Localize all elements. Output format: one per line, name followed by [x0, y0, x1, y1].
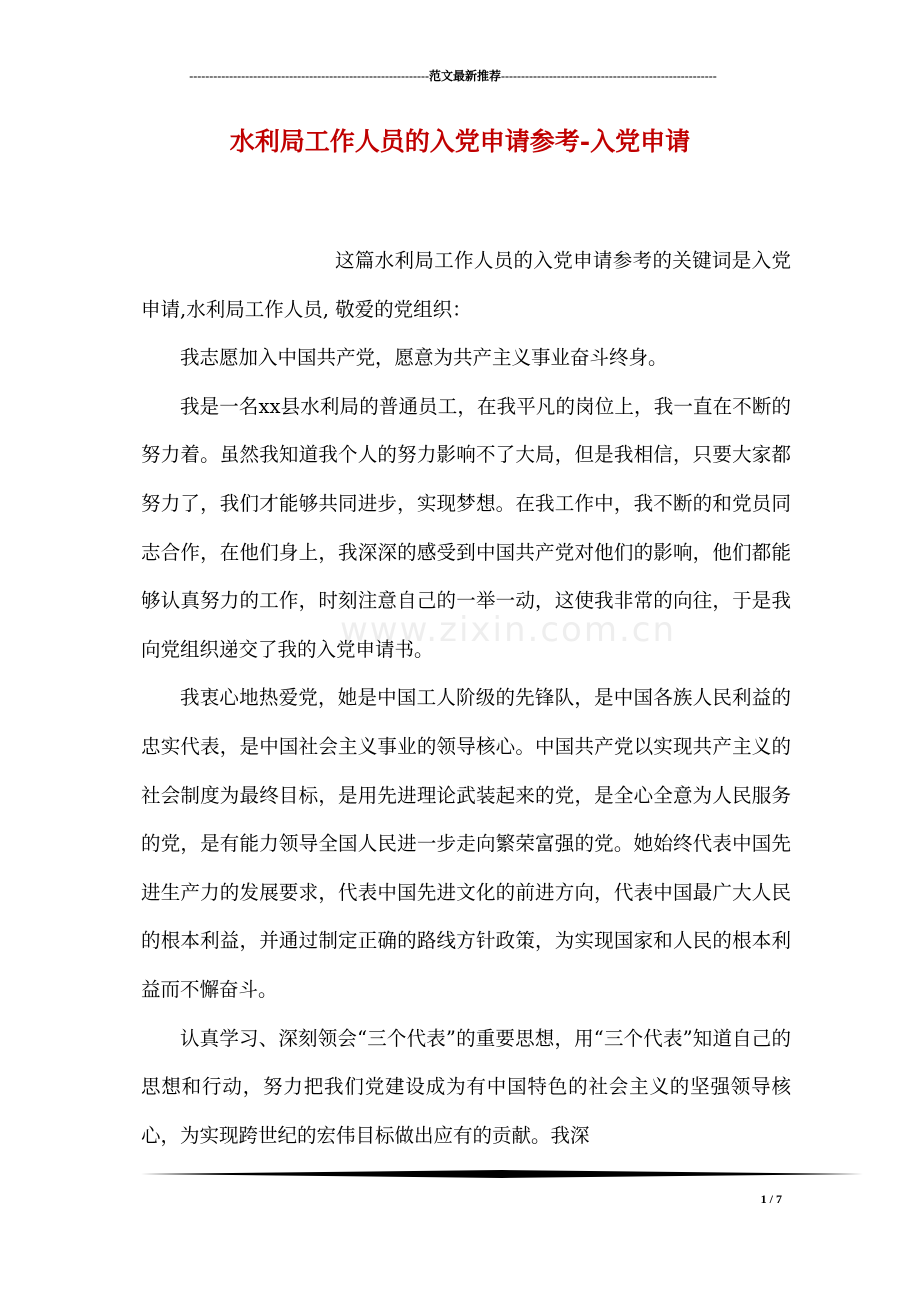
paragraph: 我衷心地热爱党，她是中国工人阶级的先锋队，是中国各族人民利益的忠实代表，是中国社会主义事业的领导核心。中国共产党以实现共产主义的社会制度为最终目标，是用先进理论武装起来的党，是全心全意为人民服务的党，是有能力领导全国人民进一步走向繁荣富强的党。她始终代表中国先进生产力的发展要求，代表中国先进文化的前进方向，代表中国最广大人民的根本利益，并通过制定正确的路线方针政策，为实现国家和人民的根本利益而不懈奋斗。 [141, 686, 791, 1001]
footer-rule [141, 1170, 863, 1178]
paragraph-intro: 这篇水利局工作人员的入党申请参考的关键词是入党申请,水利局工作人员, 敬爱的党组织： [141, 249, 791, 321]
page-number: 1 / 7 [760, 1192, 782, 1206]
paragraph: 我是一名xx县水利局的普通员工，在我平凡的岗位上，我一直在不断的努力着。虽然我知道我个人的努力影响不了大局，但是我相信，只要大家都努力了，我们才能够共同进步，实现梦想。在我工作中，我不断的和党员同志合作，在他们身上，我深深的感受到中国共产党对他们的影响，他们都能够认真努力的工作，时刻注意自己的一举一动，这使我非常的向往，于是我向党组织递交了我的入党申请书。 [141, 394, 791, 661]
paragraph: 认真学习、深刻领会“三个代表”的重要思想，用“三个代表”知道自己的思想和行动，努力把我们党建设成为有中国特色的社会主义的坚强领导核心，为实现跨世纪的宏伟目标做出应有的贡献。我深 [141, 1026, 791, 1147]
paragraph: 我志愿加入中国共产党，愿意为共产主义事业奋斗终身。 [180, 346, 668, 370]
page-header: ------------------------------------------------------------范文最新推荐------------------------------------------------------ [189, 69, 717, 83]
watermark: www.zixin.com.cn [340, 610, 676, 650]
document-title: 水利局工作人员的入党申请参考-入党申请 [229, 127, 691, 156]
document-body [141, 237, 791, 1160]
